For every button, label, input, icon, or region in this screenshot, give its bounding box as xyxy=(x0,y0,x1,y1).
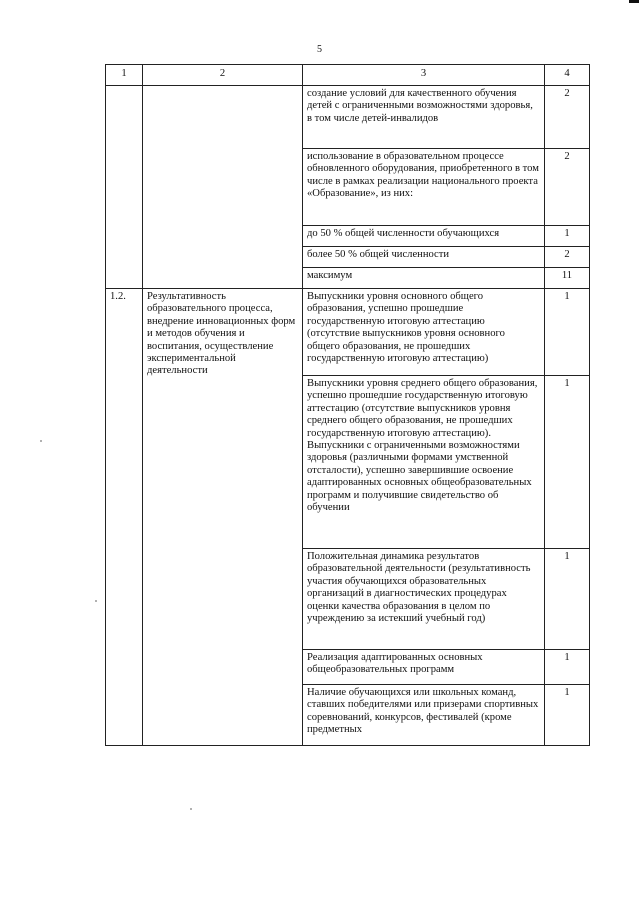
column-header-1: 1 xyxy=(106,65,143,86)
scan-speck xyxy=(40,440,42,442)
score-cell: 1 xyxy=(545,376,590,549)
criterion-cell: до 50 % общей численности обучающихся xyxy=(303,226,545,247)
page-number: 5 xyxy=(317,44,322,55)
section-title-cell xyxy=(143,86,303,289)
score-cell: 1 xyxy=(545,549,590,650)
column-header-2: 2 xyxy=(143,65,303,86)
criteria-table xyxy=(105,64,590,746)
column-header-3: 3 xyxy=(303,65,545,86)
score-cell: 1 xyxy=(545,685,590,746)
criterion-cell: использование в образовательном процессе обновленного оборудования, приобретенного в том числе в рамках реализации национального проекта «Образование», из них: xyxy=(303,149,545,226)
criterion-cell: Наличие обучающихся или школьных команд, ставших победителями или призерами спортивных соревнований, конкурсов, фестивалей (кроме предметных xyxy=(303,685,545,746)
section-number-cell: 1.2. xyxy=(106,289,143,746)
column-header-4: 4 xyxy=(545,65,590,86)
criterion-cell: Положительная динамика результатов образовательной деятельности (результативность участия обучающихся образовательных организаций в диагностических процедурах оценки качества образования в целом по учреждению за истекший учебный год) xyxy=(303,549,545,650)
score-cell: 1 xyxy=(545,226,590,247)
table-header-row xyxy=(106,65,590,86)
table-row xyxy=(106,86,590,149)
score-cell: 1 xyxy=(545,289,590,376)
criterion-cell: Выпускники уровня основного общего образования, успешно прошедшие государственную итоговую аттестацию (отсутствие выпускников уровня основного общего образования, не прошедших государственную итоговую аттестацию) xyxy=(303,289,545,376)
score-cell: 1 xyxy=(545,650,590,685)
section-title-cell: Результативность образовательного процесса, внедрение инновационных форм и методов обучения и воспитания, осуществление экспериментальной деятельности xyxy=(143,289,303,746)
section-number-cell xyxy=(106,86,143,289)
scan-speck xyxy=(190,808,192,810)
criterion-cell: максимум xyxy=(303,268,545,289)
criterion-cell: Выпускники уровня среднего общего образования, успешно прошедшие государственную итоговую аттестацию (отсутствие выпускников уровня среднего общего образования, не прошедших государственную итоговую аттестацию). Выпускники с ограниченными возможностями здоровья (различными формами умственной отсталости), успешно завершившие освоение адаптированных основных общеобразовательных программ и получившие свидетельство об обучении xyxy=(303,376,545,549)
criterion-cell: Реализация адаптированных основных общеобразовательных программ xyxy=(303,650,545,685)
score-cell: 2 xyxy=(545,86,590,149)
score-cell: 2 xyxy=(545,149,590,226)
criterion-cell: более 50 % общей численности xyxy=(303,247,545,268)
scan-corner-mark xyxy=(629,0,639,3)
table-row xyxy=(106,289,590,376)
score-cell: 2 xyxy=(545,247,590,268)
score-cell: 11 xyxy=(545,268,590,289)
scan-speck xyxy=(95,600,97,602)
criterion-cell: создание условий для качественного обучения детей с ограниченными возможностями здоровья, в том числе детей-инвалидов xyxy=(303,86,545,149)
